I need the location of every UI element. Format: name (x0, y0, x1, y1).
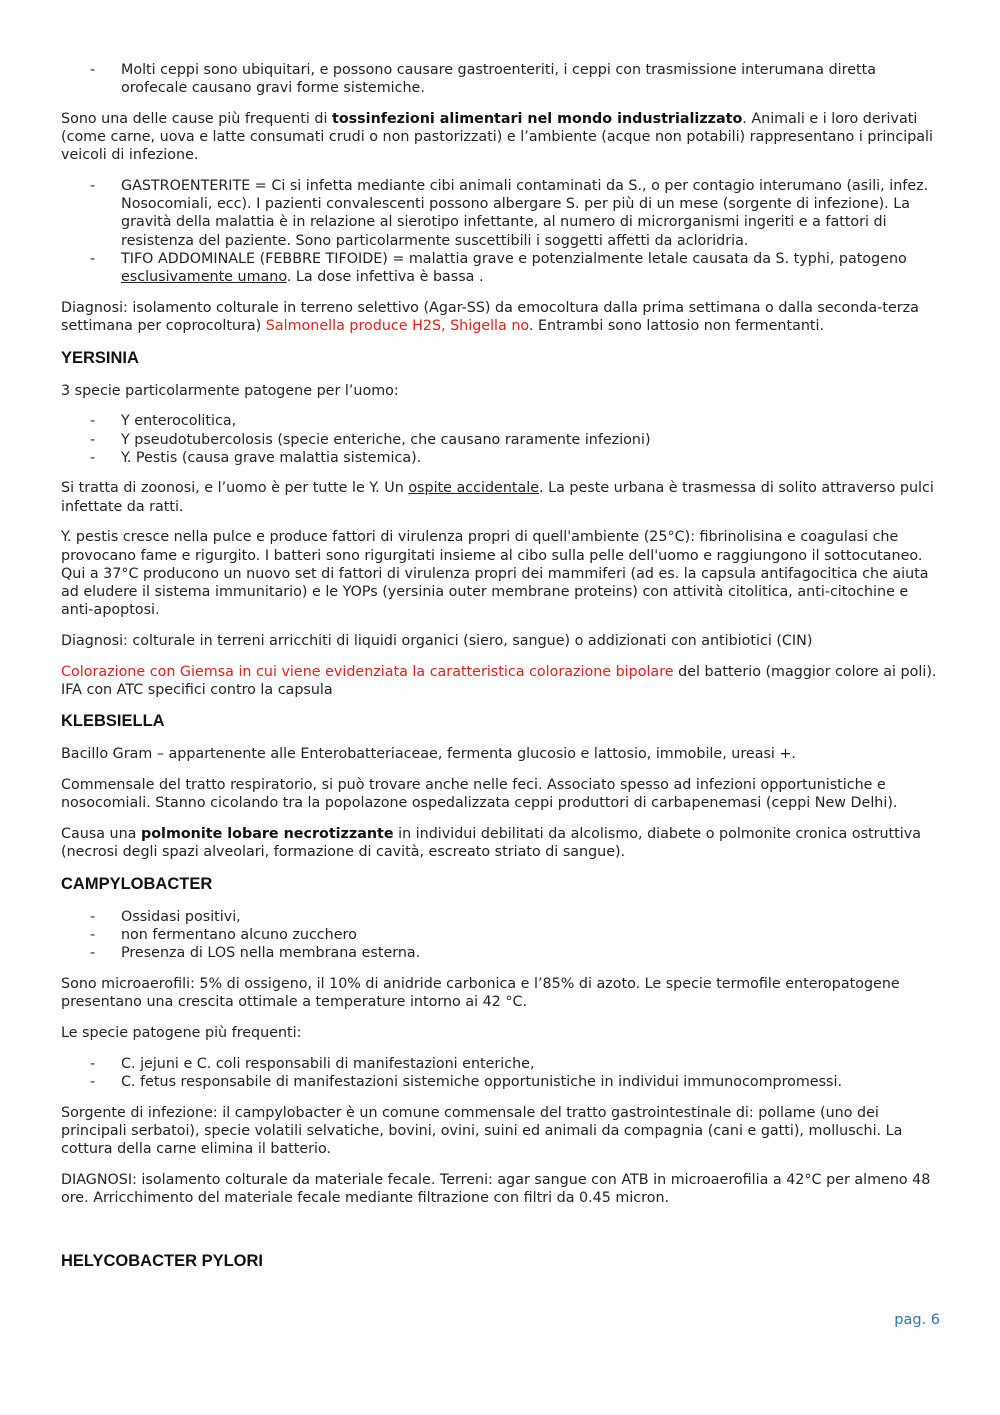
campylobacter-paragraph: Le specie patogene più frequenti: (61, 1025, 302, 1042)
bold-text: polmonite lobare necrotizzante (141, 826, 394, 843)
list-item: - Ossidasi positivi, (61, 908, 941, 926)
text-span: Diagnosi: isolamento colturale in terreno selettivo (Agar-SS) da emocoltura dalla prima settimana o dalla seconda-terza settimana per coprocoltura) (61, 299, 919, 334)
text-span: in individui debilitati da alcolismo, diabete o polmonite cronica ostruttiva (necrosi degli spazi alveolari, formazione di cavità, escreato striato di sangue). (61, 826, 921, 861)
text-span: . Entrambi sono lattosio non fermentanti. (528, 317, 825, 334)
list-item: - C. jejuni e C. coli responsabili di manifestazioni enteriche, (61, 1055, 941, 1073)
bold-text: tossinfezioni alimentari nel mondo industrializzato (332, 110, 743, 127)
underlined-text: esclusivamente umano (121, 269, 287, 286)
list-item: - C. fetus responsabile di manifestazioni sistemiche opportunistiche in individui immunocompromessi. (61, 1073, 941, 1091)
red-highlight-text: Colorazione con Giemsa in cui viene evidenziata la caratteristica colorazione bipolare (61, 663, 674, 680)
text-span: . Animali e i loro derivati (come carne, uova e latte consumati crudi o non pastorizzati) e l’ambiente (acque non potabili) rappresentano i principali veicoli di infezione. (61, 110, 933, 164)
text-span: . La dose infettiva è bassa . (286, 269, 484, 286)
text-span: . La peste urbana è trasmessa di solito attraverso pulci infettate da ratti. (61, 480, 934, 515)
list-item-tifo (61, 250, 941, 286)
section-heading-klebsiella: KLEBSIELLA (61, 712, 165, 731)
campylobacter-species-list (61, 1055, 941, 1091)
salmonella-diagnosi-paragraph (61, 299, 941, 335)
klebsiella-paragraph: Commensale del tratto respiratorio, si può trovare anche nelle feci. Associato spesso ad infezioni opportunistiche e nosocomiali. Stanno cicolando tra la popolazone ospedalizzata ceppi produttori di carbapenemasi (ceppi New Delhi). (61, 777, 898, 812)
campylobacter-traits-list (61, 908, 941, 963)
salmonella-list (61, 61, 941, 97)
campylobacter-diagnosi-paragraph: DIAGNOSI: isolamento colturale da materiale fecale. Terreni: agar sangue con ATB in microaerofilia a 42°C per almeno 48 ore. Arricchimento del materiale fecale mediante filtrazione con filtri da 0.45 micron. (61, 1171, 931, 1206)
list-item: - Presenza di LOS nella membrana esterna. (61, 944, 941, 962)
yersinia-pestis-paragraph: Y. pestis cresce nella pulce e produce fattori di virulenza propri di quell'ambiente (25°C): fibrinolisina e coagulasi che provocano fame e rigurgito. I batteri sono rigurgitati insieme al cibo sulla pelle dell'uomo e raggiungono il sottocutaneo. Qui a 37°C producono un nuovo set di fattori di virulenza propri dei mammiferi (ad es. la capsula antifagocitica che aiuta ad eludere il sistema immunitario) e le YOPs (yersinia outer membrane proteins) con attività citolitica, anti-citochine e anti-apoptosi. (61, 529, 929, 619)
yersinia-intro: 3 specie particolarmente patogene per l’uomo: (61, 382, 399, 399)
underlined-text: ospite accidentale (408, 480, 540, 497)
page-number: pag. 6 (894, 1312, 940, 1328)
text-span: Si tratta di zoonosi, e l’uomo è per tutte le Y. Un (61, 480, 409, 497)
text-span: Causa una (61, 826, 141, 843)
salmonella-cause-paragraph (61, 110, 941, 165)
section-heading-campylobacter: CAMPYLOBACTER (61, 875, 213, 893)
klebsiella-paragraph: Bacillo Gram – appartenente alle Enterobatteriaceae, fermenta glucosio e lattosio, immobile, ureasi +. (61, 746, 796, 763)
text-span: TIFO ADDOMINALE (FEBBRE TIFOIDE) = malattia grave e potenzialmente letale causata da S. typhi, patogeno (121, 250, 907, 267)
list-item: - Y. Pestis (causa grave malattia sistemica). (61, 449, 941, 467)
salmonella-disease-list (61, 177, 941, 286)
text-span: del batterio (maggior colore ai poli). IFA con ATC specifici contro la capsula (61, 663, 937, 698)
list-item: - Y enterocolitica, (61, 412, 941, 430)
page-content (61, 61, 941, 1285)
yersinia-zoonosi-paragraph (61, 479, 941, 515)
yersinia-species-list (61, 412, 941, 467)
section-heading-yersinia: YERSINIA (61, 348, 139, 367)
campylobacter-paragraph: Sono microaerofili: 5% di ossigeno, il 10% di anidride carbonica e l’85% di azoto. Le specie termofile enteropatogene presentano una crescita ottimale a temperature intorno ai 42 °C. (61, 976, 900, 1011)
yersinia-diagnosi-paragraph: Diagnosi: colturale in terreni arricchiti di liquidi organici (siero, sangue) o addizionati con antibiotici (CIN) (61, 632, 813, 649)
section-heading-helycobacter: HELYCOBACTER PYLORI (61, 1252, 263, 1271)
list-item: - Y pseudotubercolosis (specie enteriche, che causano raramente infezioni) (61, 431, 941, 449)
campylobacter-paragraph: Sorgente di infezione: il campylobacter è un comune commensale del tratto gastrointestinale di: pollame (uno dei principali serbatoi), specie volatili selvatiche, bovini, ovini, suini ed animali da compagnia (cani e gatti), molluschi. La cottura della carne elimina il batterio. (61, 1104, 903, 1158)
red-highlight-text: Salmonella produce H2S, Shigella no (265, 317, 529, 334)
list-item-gastroenterite: - GASTROENTERITE = Ci si infetta mediante cibi animali contaminati da S., o per contagio interumano (asili, infez. Nosocomiali, ecc). I pazienti convalescenti possono albergare S. per più di un mese (sorgente di infezione). La gravità della malattia è in relazione al sierotipo infettante, al numero di microrganismi ingeriti e a fattori di resistenza del paziente. Sono particolarmente suscettibili i soggetti affetti da acloridria. (61, 177, 941, 250)
list-item: - Molti ceppi sono ubiquitari, e possono causare gastroenteriti, i ceppi con trasmissione interumana diretta orofecale causano gravi forme sistemiche. (61, 61, 941, 97)
yersinia-giemsa-paragraph (61, 663, 941, 699)
list-item: - non fermentano alcuno zucchero (61, 926, 941, 944)
text-span: Sono una delle cause più frequenti di (61, 110, 332, 127)
klebsiella-polmonite-paragraph (61, 825, 941, 861)
